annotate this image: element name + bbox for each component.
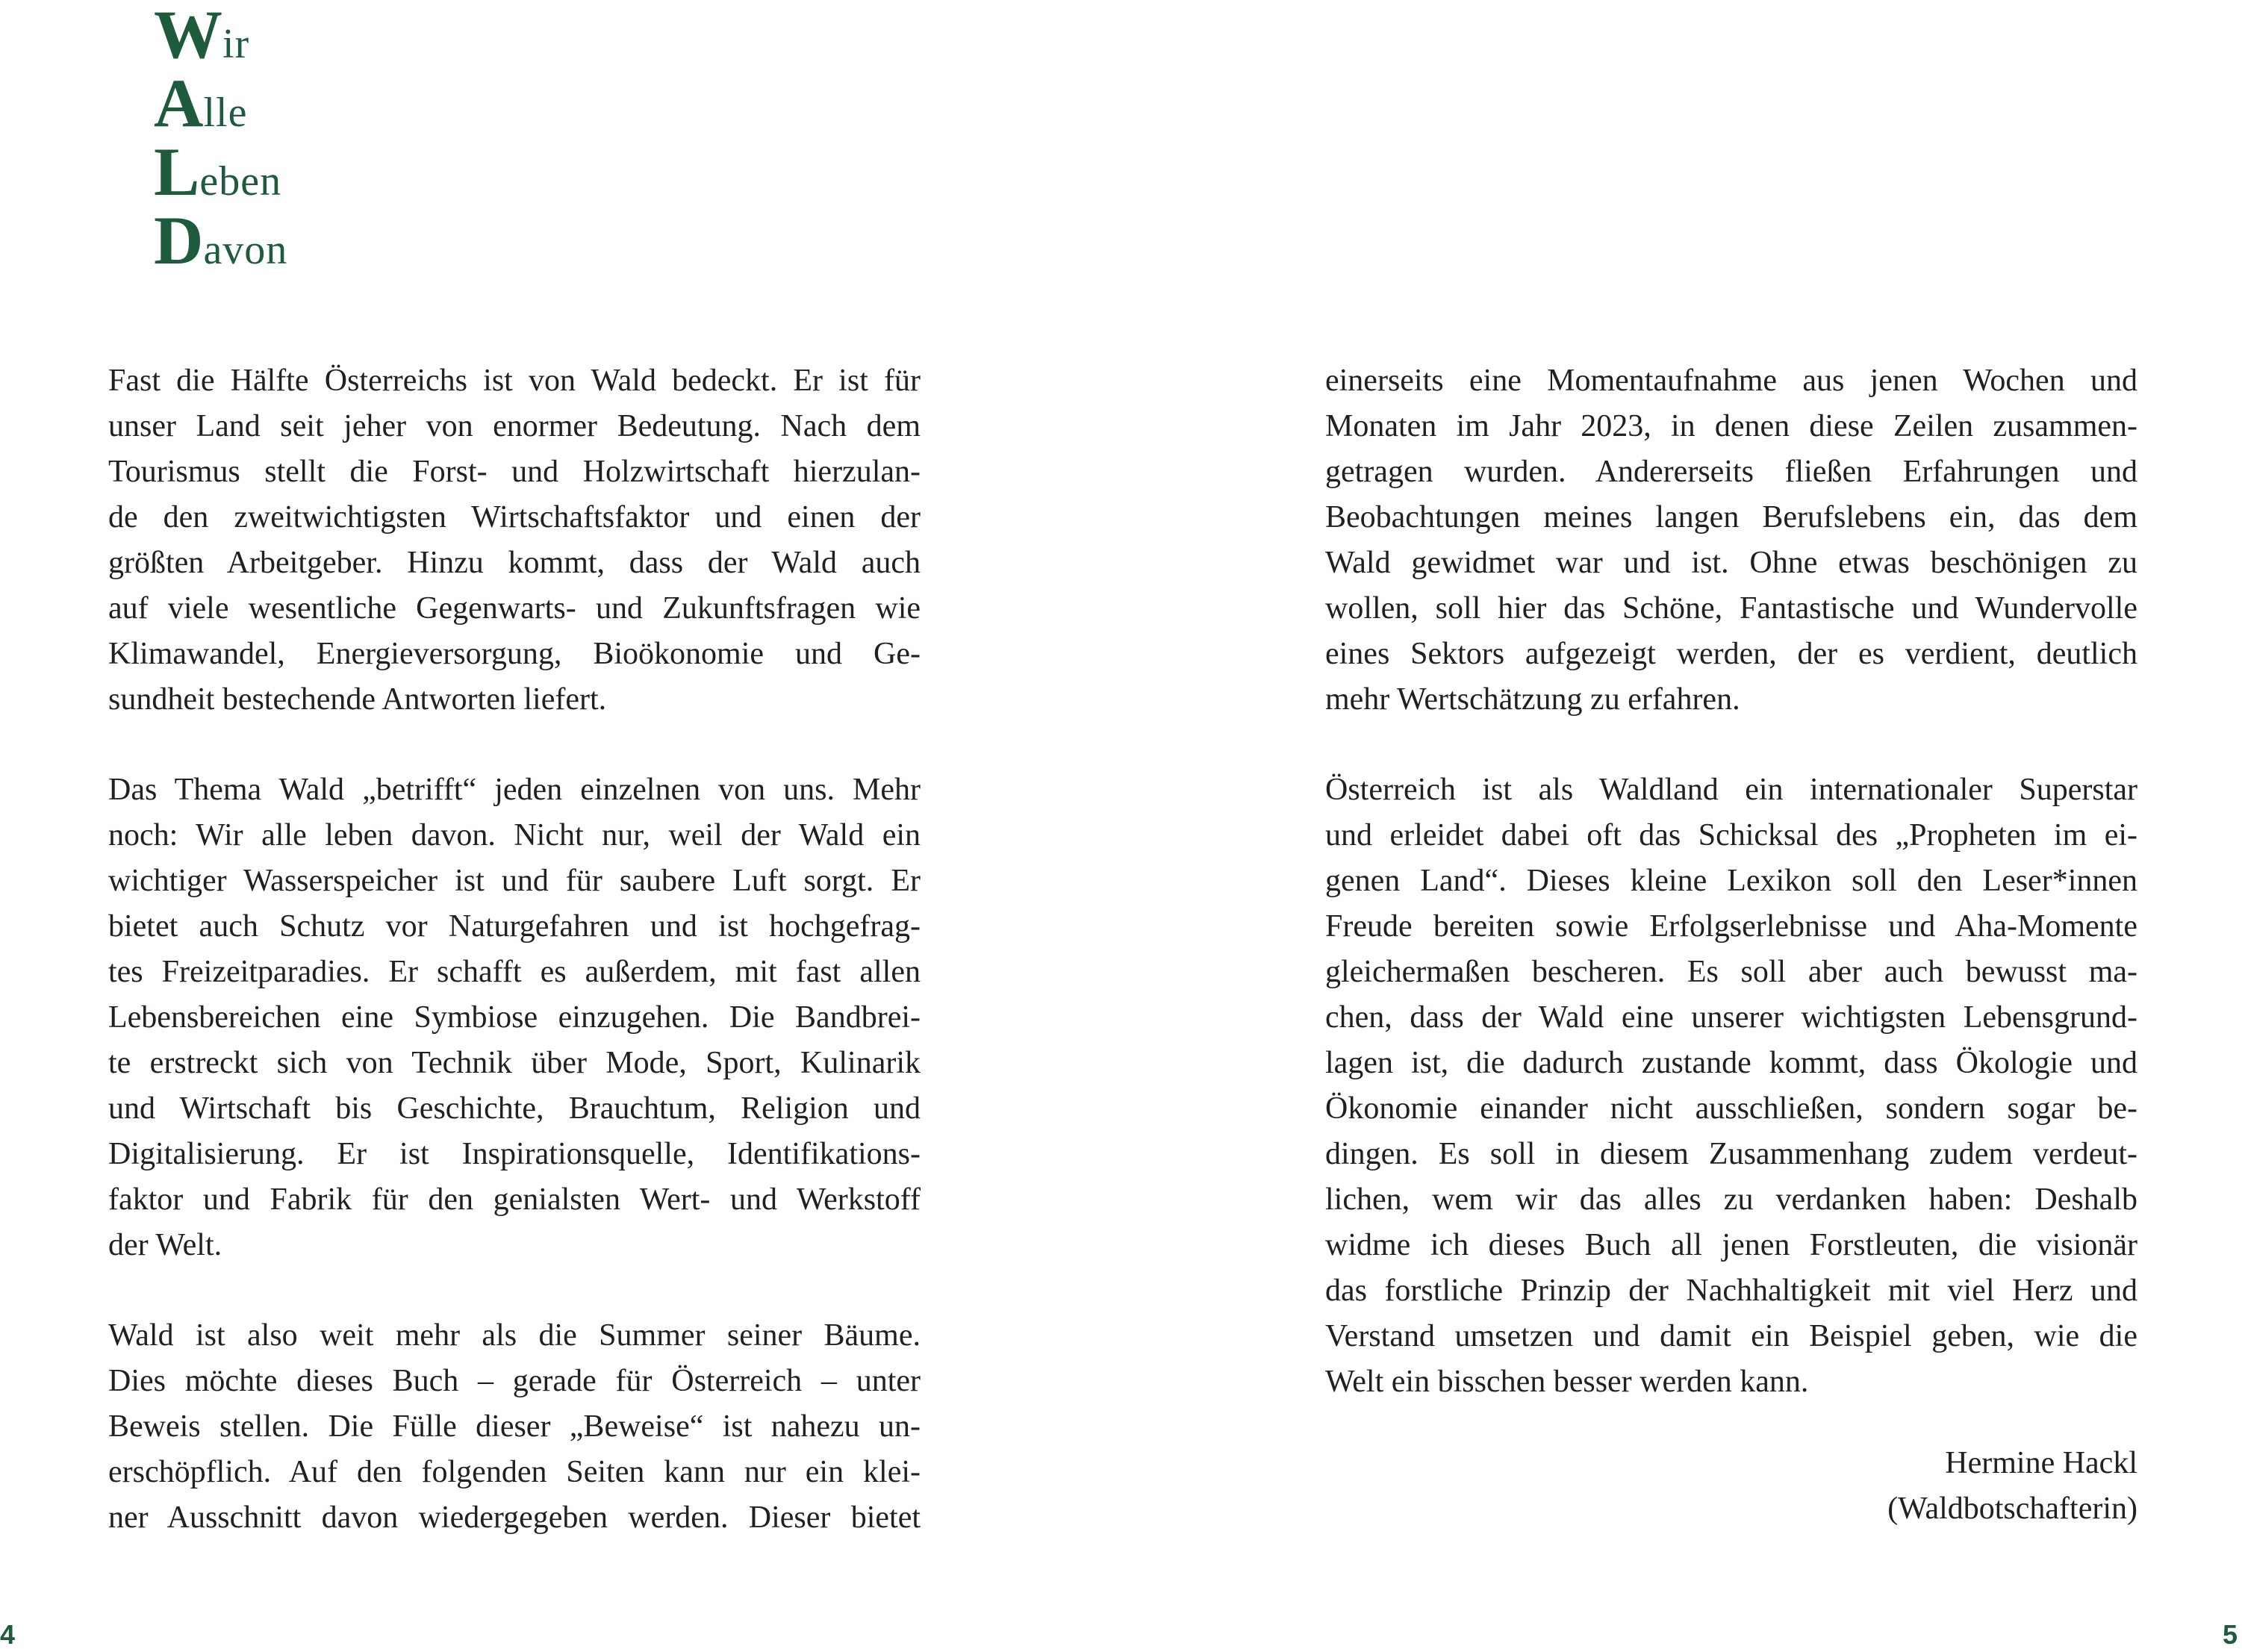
right-page-body (1325, 358, 2137, 1450)
text-line: Freude bereiten sowie Erfolgserlebnisse und Aha-Momente (1325, 909, 2137, 944)
text-line: der Welt. (108, 1228, 222, 1262)
text-line: Beweis stellen. Die Fülle dieser „Beweise“ ist nahezu un- (108, 1409, 921, 1444)
text-line: Klimawandel, Energieversorgung, Bioökonomie und Ge- (108, 637, 921, 671)
text-line: chen, dass der Wald eine unserer wichtigsten Lebensgrund- (1325, 1000, 2137, 1035)
text-line: gleichermaßen bescheren. Es soll aber auch bewusst ma- (1325, 955, 2137, 989)
text-line: wollen, soll hier das Schöne, Fantastische und Wundervolle (1325, 591, 2137, 626)
text-line: erschöpflich. Auf den folgenden Seiten kann nur ein klei- (108, 1455, 921, 1489)
text-line: de den zweitwichtigsten Wirtschaftsfaktor und einen der (108, 500, 921, 534)
paragraph-2 (108, 767, 921, 1268)
left-page-body (108, 358, 921, 1586)
text-line: wichtiger Wasserspeicher ist und für saubere Luft sorgt. Er (108, 864, 921, 898)
paragraph-5 (1325, 767, 2137, 1405)
text-line: Verstand umsetzen und damit ein Beispiel geben, wie die (1325, 1319, 2137, 1353)
text-line: das forstliche Prinzip der Nachhaltigkeit mit viel Herz und (1325, 1274, 2137, 1308)
paragraph-1 (108, 358, 921, 723)
text-line: dingen. Es soll in diesem Zusammenhang zudem verdeut- (1325, 1137, 2137, 1171)
text-line: bietet auch Schutz vor Naturgefahren und ist hochgefrag- (108, 909, 921, 944)
title-line-alle (154, 65, 602, 141)
text-line: größten Arbeitgeber. Hinzu kommt, dass der Wald auch (108, 546, 921, 580)
author-name: Hermine Hackl (1945, 1446, 2137, 1480)
title-initial: D (154, 202, 204, 278)
chapter-title (154, 0, 602, 278)
text-line: einerseits eine Momentaufnahme aus jenen Wochen und (1325, 364, 2137, 398)
text-line: auf viele wesentliche Gegenwarts- und Zukunftsfragen wie (108, 591, 921, 626)
author-signature (1325, 1441, 2137, 1532)
text-line: tes Freizeitparadies. Er schafft es außerdem, mit fast allen (108, 955, 921, 989)
text-line: Österreich ist als Waldland ein internationaler Superstar (1325, 773, 2137, 807)
title-rest: ir (222, 21, 250, 67)
title-line-wir (154, 0, 602, 72)
text-line: sundheit bestechende Antworten liefert. (108, 682, 607, 717)
page-number-left: 4 (0, 1619, 16, 1650)
author-role: (Waldbotschafterin) (1887, 1492, 2137, 1526)
text-line: Welt ein bisschen besser werden kann. (1325, 1365, 1809, 1399)
title-rest: avon (203, 227, 288, 273)
text-line: widme ich dieses Buch all jenen Forstleuten, die visionär (1325, 1228, 2137, 1262)
text-line: Wald gewidmet war und ist. Ohne etwas beschönigen zu (1325, 546, 2137, 580)
text-line: faktor und Fabrik für den genialsten Wert- und Werkstoff (108, 1182, 921, 1217)
text-line: ner Ausschnitt davon wiedergegeben werden. Dieser bietet (108, 1500, 921, 1535)
title-rest: lle (203, 90, 248, 136)
text-line: genen Land“. Dieses kleine Lexikon soll den Leser*innen (1325, 864, 2137, 898)
title-line-davon (154, 202, 602, 278)
text-line: Fast die Hälfte Österreichs ist von Wald bedeckt. Er ist für (108, 364, 921, 398)
text-line: Das Thema Wald „betrifft“ jeden einzelnen von uns. Mehr (108, 773, 921, 807)
text-line: Lebensbereichen eine Symbiose einzugehen. Die Bandbrei- (108, 1000, 921, 1035)
text-line: noch: Wir alle leben davon. Nicht nur, weil der Wald ein (108, 818, 921, 853)
text-line: te erstreckt sich von Technik über Mode, Sport, Kulinarik (108, 1046, 921, 1080)
text-line: Tourismus stellt die Forst- und Holzwirtschaft hierzulan- (108, 455, 921, 489)
text-line: getragen wurden. Andererseits fließen Erfahrungen und (1325, 455, 2137, 489)
text-line: Wald ist also weit mehr als die Summer seiner Bäume. (108, 1318, 921, 1353)
title-rest: eben (199, 158, 282, 205)
title-initial: A (154, 65, 204, 141)
text-line: Dies möchte dieses Buch – gerade für Österreich – unter (108, 1364, 921, 1398)
text-line: Monaten im Jahr 2023, in denen diese Zeilen zusammen- (1325, 409, 2137, 443)
title-initial: L (154, 134, 200, 210)
text-line: Beobachtungen meines langen Berufslebens ein, das dem (1325, 500, 2137, 534)
text-line: mehr Wertschätzung zu erfahren. (1325, 682, 1740, 717)
text-line: eines Sektors aufgezeigt werden, der es verdient, deutlich (1325, 637, 2137, 671)
text-line: Digitalisierung. Er ist Inspirationsquelle, Identifikations- (108, 1137, 921, 1171)
text-line: lichen, wem wir das alles zu verdanken haben: Deshalb (1325, 1182, 2137, 1217)
text-line: und erleidet dabei oft das Schicksal des „Propheten im ei- (1325, 818, 2137, 853)
page-number-right: 5 (2222, 1619, 2238, 1650)
title-line-leben (154, 134, 602, 210)
paragraph-3 (108, 1313, 921, 1541)
paragraph-4 (1325, 358, 2137, 723)
text-line: unser Land seit jeher von enormer Bedeutung. Nach dem (108, 409, 921, 443)
text-line: und Wirtschaft bis Geschichte, Brauchtum, Religion und (108, 1091, 921, 1126)
text-line: Ökonomie einander nicht ausschließen, sondern sogar be- (1325, 1091, 2137, 1126)
text-line: lagen ist, die dadurch zustande kommt, dass Ökologie und (1325, 1046, 2137, 1080)
title-initial: W (154, 0, 222, 72)
